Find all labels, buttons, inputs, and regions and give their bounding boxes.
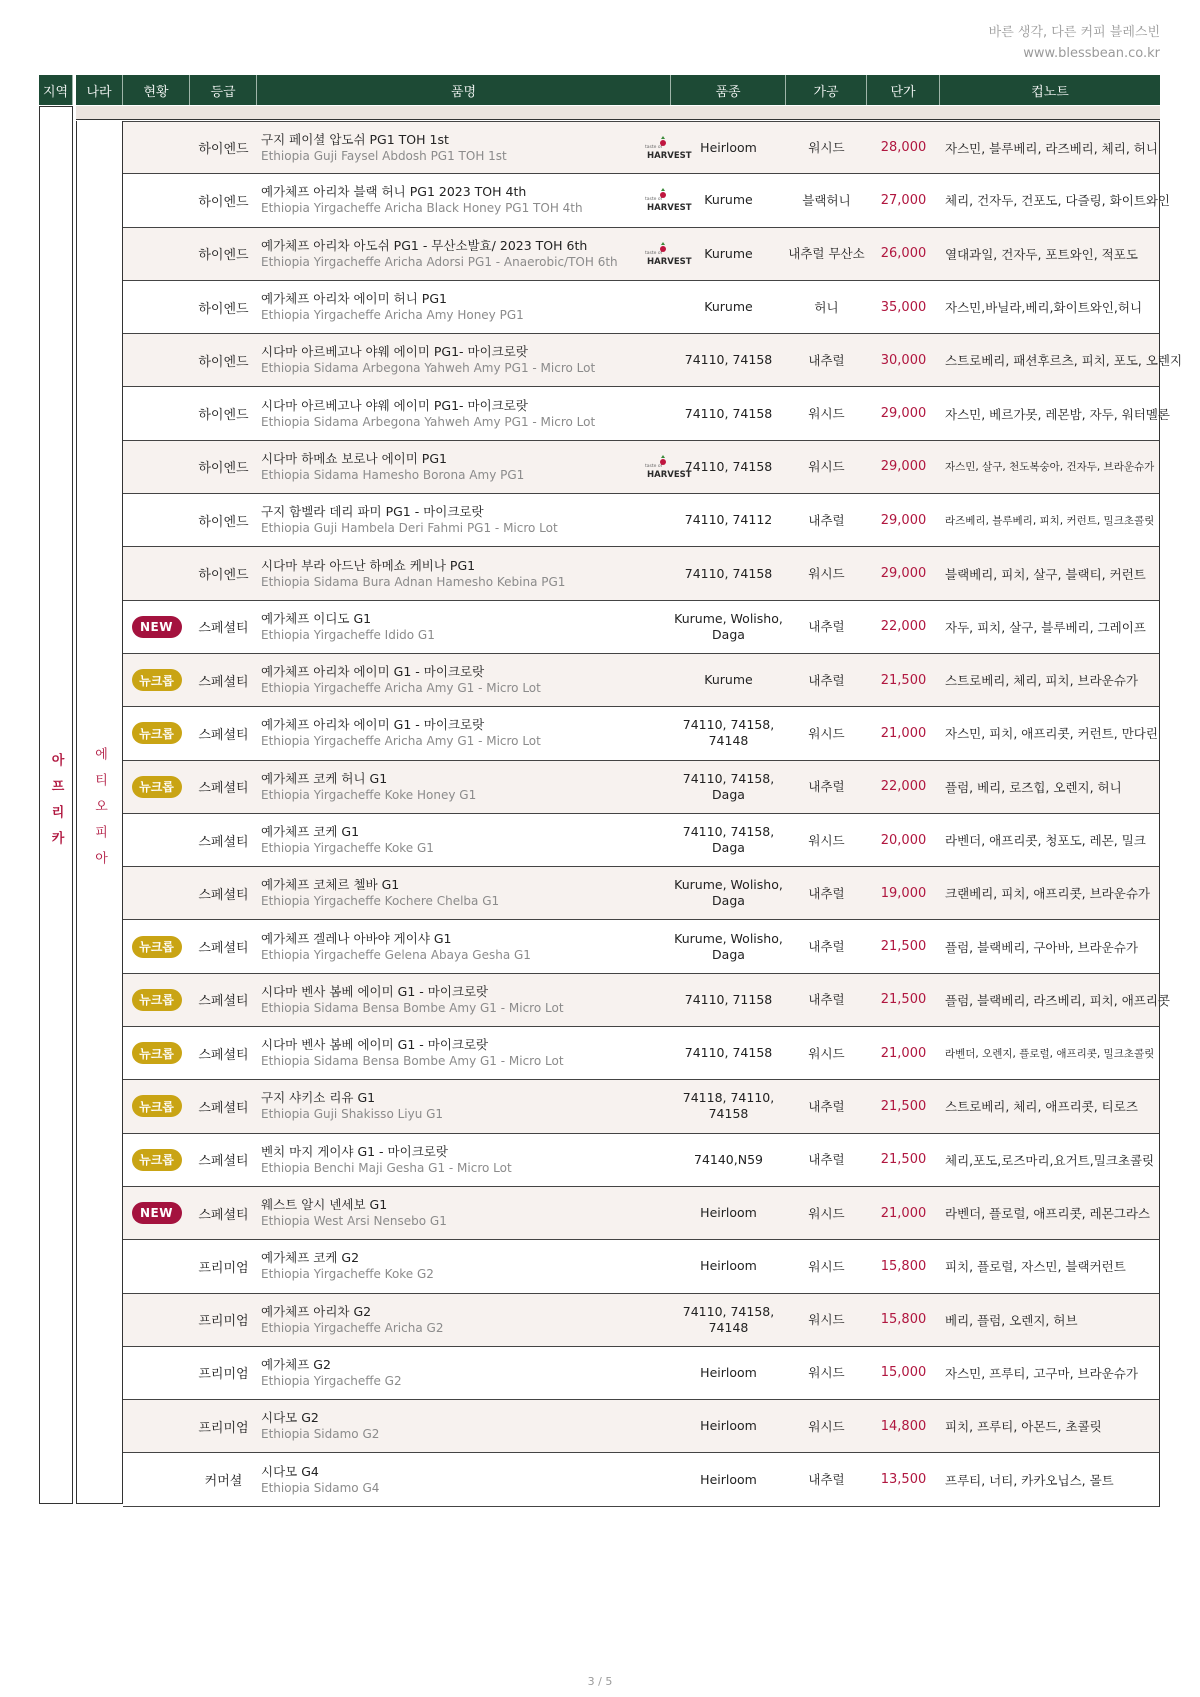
product-name-kr: 예가체프 아리차 아도쉬 PG1 - 무산소발효/ 2023 TOH 6th: [261, 237, 588, 253]
name-cell: [257, 717, 671, 749]
grade-cell: 하이엔드: [198, 514, 249, 530]
price-cell: 21,000: [880, 1205, 927, 1221]
cup-notes-cell: 스트로베리, 패션후르츠, 피치, 포도, 오렌지: [945, 353, 1183, 369]
taste-of-harvest-logo: [643, 242, 692, 270]
product-name-en: Ethiopia Sidamo G4: [261, 1480, 380, 1495]
cup-notes-cell: 열대과일, 건자두, 포트와인, 적포도: [945, 246, 1138, 262]
process-cell: 워시드: [808, 1418, 845, 1434]
product-table: [123, 121, 1183, 1507]
product-name-kr: 예가체프 아리차 G2: [261, 1303, 372, 1319]
price-cell: 19,000: [880, 885, 927, 901]
product-name-en: Ethiopia Yirgacheffe Gelena Abaya Gesha G1: [261, 947, 531, 962]
header-grade: 등급: [190, 75, 257, 105]
header-process: 가공: [786, 75, 867, 105]
product-name-kr: 시다모 G4: [261, 1463, 319, 1479]
table-row[interactable]: [123, 920, 1160, 973]
grade-cell: 하이엔드: [198, 194, 249, 210]
variety-cell: 74110, 74158: [684, 1045, 773, 1061]
new-crop-badge: 뉴크롭: [132, 669, 182, 691]
product-name-kr: 벤치 마지 게이샤 G1 - 마이크로랏: [261, 1143, 448, 1159]
logo-main-text: HARVEST: [647, 256, 692, 267]
grade-cell: 프리미엄: [198, 1367, 249, 1383]
process-cell: 내추럴: [808, 939, 845, 955]
table-row[interactable]: [123, 441, 1160, 494]
product-name-en: Ethiopia Yirgacheffe G2: [261, 1373, 402, 1388]
name-cell: [257, 1197, 671, 1229]
table-row[interactable]: [123, 1453, 1160, 1506]
process-cell: 워시드: [808, 459, 845, 475]
variety-cell: Heirloom: [700, 1364, 757, 1380]
status-cell: [123, 1042, 190, 1064]
product-name-en: Ethiopia Yirgacheffe Aricha G2: [261, 1320, 444, 1335]
product-name-en: Ethiopia West Arsi Nensebo G1: [261, 1214, 447, 1229]
product-name-en: Ethiopia Sidama Bensa Bombe Amy G1 - Micro Lot: [261, 1000, 564, 1015]
product-name-kr: 예가체프 겔레나 아바야 게이샤 G1: [261, 930, 452, 946]
variety-cell: 74110, 74158: [684, 405, 773, 421]
new-crop-badge: 뉴크롭: [132, 722, 182, 744]
cup-notes-cell: 라벤더, 플로럴, 애프리콧, 레몬그라스: [945, 1206, 1150, 1222]
variety-cell: Heirloom: [700, 1471, 757, 1487]
new-crop-badge: 뉴크롭: [132, 1149, 182, 1171]
price-cell: 22,000: [880, 619, 927, 635]
cup-notes-cell: 라벤더, 오렌지, 플로럴, 애프리콧, 밀크초콜릿: [945, 1047, 1155, 1060]
table-row[interactable]: [123, 547, 1160, 600]
process-cell: 워시드: [808, 1045, 845, 1061]
price-cell: 21,500: [880, 939, 927, 955]
product-name-kr: 시다마 아르베고나 야웨 에이미 PG1- 마이크로랏: [261, 344, 528, 360]
header-notes: 컵노트: [1031, 84, 1069, 100]
cup-notes-cell: 블랙베리, 피치, 살구, 블랙티, 커런트: [945, 566, 1146, 582]
table-row[interactable]: [123, 814, 1160, 867]
table-row[interactable]: [123, 121, 1160, 174]
grade-cell: 하이엔드: [198, 354, 249, 370]
process-cell: 워시드: [808, 1258, 845, 1274]
table-row[interactable]: [123, 1347, 1160, 1400]
status-cell: [123, 1202, 190, 1224]
table-row[interactable]: [123, 1080, 1160, 1133]
process-cell: 내추럴 무산소: [788, 246, 865, 262]
grade-cell: 스페셜티: [198, 674, 249, 690]
logo-small-text: taste of: [645, 197, 663, 203]
product-name-en: Ethiopia Yirgacheffe Koke G2: [261, 1267, 434, 1282]
grade-cell: 스페셜티: [198, 834, 249, 850]
price-cell: 21,000: [880, 725, 927, 741]
process-cell: 내추럴: [808, 672, 845, 688]
variety-cell: Kurume: [704, 245, 753, 261]
new-crop-badge: 뉴크롭: [132, 989, 182, 1011]
process-cell: 내추럴: [808, 512, 845, 528]
table-row[interactable]: [123, 334, 1183, 387]
product-name-en: Ethiopia Yirgacheffe Aricha Amy Honey PG1: [261, 308, 524, 323]
name-cell: [257, 1357, 671, 1389]
grade-cell: 스페셜티: [198, 1154, 249, 1170]
name-cell: [257, 1410, 671, 1442]
name-cell: [257, 1250, 671, 1282]
product-name-en: Ethiopia Yirgacheffe Koke Honey G1: [261, 787, 477, 802]
header-name: 품명: [257, 75, 671, 105]
cup-notes-cell: 라벤더, 애프리콧, 청포도, 레몬, 밀크: [945, 833, 1146, 848]
status-cell: [123, 776, 190, 798]
name-cell: [257, 984, 671, 1016]
process-cell: 내추럴: [808, 992, 845, 1008]
variety-cell: 74110, 74158, Daga: [682, 824, 775, 855]
price-cell: 21,500: [880, 1152, 927, 1168]
product-name-kr: 시다모 G2: [261, 1410, 319, 1426]
price-cell: 28,000: [880, 140, 927, 156]
price-cell: 30,000: [880, 352, 927, 368]
status-cell: [123, 989, 190, 1011]
variety-cell: Kurume, Wolisho, Daga: [674, 877, 783, 909]
page-indicator: 3 / 5: [587, 1675, 613, 1688]
process-cell: 워시드: [808, 566, 845, 582]
name-cell: [257, 1037, 671, 1069]
process-cell: 워시드: [808, 1365, 845, 1381]
grade-cell: 스페셜티: [198, 887, 249, 903]
name-cell: [257, 184, 671, 216]
status-cell: [123, 936, 190, 958]
name-cell: [257, 1090, 671, 1122]
name-cell: [257, 771, 671, 803]
price-cell: 14,800: [880, 1418, 927, 1434]
table-row[interactable]: [123, 601, 1160, 654]
name-cell: [257, 398, 671, 430]
grade-cell: 하이엔드: [198, 568, 249, 584]
table-row[interactable]: [123, 228, 1160, 281]
product-name-en: Ethiopia Yirgacheffe Idido G1: [261, 627, 435, 642]
product-name-en: Ethiopia Benchi Maji Gesha G1 - Micro Lot: [261, 1160, 512, 1175]
price-cell: 27,000: [880, 192, 927, 208]
process-cell: 내추럴: [808, 352, 845, 368]
table-row[interactable]: [123, 1294, 1160, 1347]
logo-small-text: taste of: [645, 250, 663, 256]
logo-main-text: HARVEST: [647, 151, 692, 161]
variety-cell: Heirloom: [700, 1258, 757, 1274]
status-cell: [123, 722, 190, 744]
brand-slogan: 바른 생각, 다른 커피 블레스빈: [988, 25, 1160, 40]
cup-notes-cell: 플럼, 블랙베리, 구아바, 브라운슈가: [945, 939, 1138, 955]
grade-cell: 하이엔드: [198, 142, 249, 158]
logo-small-text: taste of: [645, 463, 663, 469]
product-name-kr: 예가체프 아리차 에이미 G1 - 마이크로랏: [261, 664, 485, 680]
product-name-en: Ethiopia Guji Faysel Abdosh PG1 TOH 1st: [261, 148, 507, 163]
grade-cell: 스페셜티: [198, 1047, 249, 1063]
brand-block: [989, 22, 1160, 64]
price-cell: 26,000: [880, 246, 927, 262]
product-name-kr: 예가체프 아리차 에이미 허니 PG1: [261, 291, 447, 307]
name-cell: [257, 558, 671, 590]
status-cell: [123, 1149, 190, 1171]
product-name-en: Ethiopia Yirgacheffe Aricha Adorsi PG1 - Anaerobic/TOH 6th: [261, 254, 618, 269]
cup-notes-cell: 자스민, 피치, 애프리콧, 커런트, 만다린: [945, 726, 1158, 742]
new-badge: NEW: [132, 616, 182, 638]
grade-cell: 스페셜티: [198, 727, 249, 743]
name-cell: [257, 1144, 671, 1176]
price-cell: 21,500: [880, 672, 927, 688]
variety-cell: 74110, 74112: [684, 512, 773, 528]
variety-cell: 74110, 71158: [684, 991, 773, 1007]
variety-cell: Kurume, Wolisho, Daga: [674, 610, 783, 642]
table-header: [39, 75, 1160, 105]
name-cell: [257, 877, 671, 909]
section-band: [76, 106, 1160, 120]
product-name-kr: 예가체프 아리차 블랙 허니 PG1 2023 TOH 4th: [261, 184, 527, 200]
process-cell: 내추럴: [808, 1472, 845, 1488]
product-name-kr: 시다마 하메쇼 보로나 에이미 PG1: [261, 450, 447, 466]
grade-cell: 프리미엄: [198, 1260, 249, 1276]
new-crop-badge: 뉴크롭: [132, 1095, 182, 1117]
product-name-kr: 예가체프 코체르 첼바 G1: [261, 877, 400, 893]
table-row[interactable]: [123, 974, 1170, 1027]
status-cell: [123, 669, 190, 691]
process-cell: 허니: [814, 299, 839, 315]
cup-notes-cell: 라즈베리, 블루베리, 피치, 커런트, 밀크초콜릿: [945, 514, 1155, 527]
table-row[interactable]: [123, 1027, 1160, 1080]
grade-cell: 하이엔드: [198, 248, 249, 264]
name-cell: [257, 132, 671, 164]
price-cell: 15,000: [880, 1365, 927, 1381]
table-row[interactable]: [123, 1187, 1160, 1240]
process-cell: 워시드: [808, 725, 845, 741]
variety-cell: 74110, 74158, 74148: [682, 717, 775, 749]
price-cell: 29,000: [880, 459, 927, 475]
logo-small-text: taste of: [645, 145, 663, 150]
cup-notes-cell: 자스민, 살구, 천도복숭아, 건자두, 브라운슈가: [945, 461, 1155, 474]
cup-notes-cell: 스트로베리, 체리, 피치, 브라운슈가: [945, 673, 1138, 689]
name-cell: [257, 451, 671, 483]
region-cell: [39, 106, 73, 1504]
variety-cell: Heirloom: [700, 139, 757, 155]
grade-cell: 스페셜티: [198, 941, 249, 957]
product-name-kr: 시다마 아르베고나 야웨 에이미 PG1- 마이크로랏: [261, 397, 528, 413]
cup-notes-cell: 피치, 플로럴, 자스민, 블랙커런트: [945, 1259, 1126, 1275]
new-crop-badge: 뉴크롭: [132, 936, 182, 958]
taste-of-harvest-logo: [643, 188, 692, 216]
grade-cell: 스페셜티: [198, 781, 249, 797]
header-price: 단가: [867, 75, 940, 105]
status-cell: [123, 1095, 190, 1117]
grade-cell: 하이엔드: [198, 408, 249, 424]
product-name-en: Ethiopia Yirgacheffe Kochere Chelba G1: [261, 894, 500, 909]
product-name-kr: 시다마 벤사 봄베 에이미 G1 - 마이크로랏: [261, 983, 489, 999]
price-cell: 29,000: [880, 566, 927, 582]
product-name-en: Ethiopia Yirgacheffe Aricha Black Honey PG1 TOH 4th: [261, 201, 583, 216]
name-cell: [257, 931, 671, 963]
table-row[interactable]: [123, 1134, 1160, 1187]
cup-notes-cell: 자스민, 프루티, 고구마, 브라운슈가: [945, 1365, 1138, 1381]
product-name-en: Ethiopia Guji Shakisso Liyu G1: [261, 1107, 444, 1122]
product-name-kr: 예가체프 G2: [261, 1356, 331, 1372]
process-cell: 내추럴: [808, 779, 845, 795]
variety-cell: 74110, 74158, 74148: [682, 1303, 775, 1335]
table-row[interactable]: [123, 1400, 1160, 1453]
product-name-kr: 웨스트 알시 넨세보 G1: [261, 1197, 388, 1213]
product-name-en: Ethiopia Yirgacheffe Aricha Amy G1 - Micro Lot: [261, 734, 541, 749]
variety-cell: 74140,N59: [694, 1151, 763, 1167]
process-cell: 내추럴: [808, 1152, 845, 1168]
cup-notes-cell: 스트로베리, 체리, 애프리콧, 티로즈: [945, 1099, 1138, 1115]
table-row[interactable]: [123, 867, 1160, 920]
variety-cell: 74110, 74158: [684, 458, 773, 474]
price-cell: 29,000: [880, 406, 927, 422]
process-cell: 블랙허니: [802, 192, 851, 208]
price-cell: 29,000: [880, 512, 927, 528]
cup-notes-cell: 베리, 플럼, 오렌지, 허브: [945, 1312, 1078, 1328]
table-row[interactable]: [123, 494, 1160, 547]
grade-cell: 스페셜티: [198, 1100, 249, 1116]
product-name-kr: 예가체프 코케 G2: [261, 1250, 360, 1266]
price-cell: 13,500: [880, 1472, 927, 1488]
table-row[interactable]: [123, 174, 1170, 227]
price-cell: 20,000: [880, 832, 927, 848]
product-name-en: Ethiopia Sidama Hamesho Borona Amy PG1: [261, 467, 525, 482]
cup-notes-cell: 프루티, 너티, 카카오닙스, 몰트: [945, 1472, 1114, 1488]
name-cell: [257, 504, 671, 536]
country-cell: [76, 121, 123, 1504]
grade-cell: 커머셜: [204, 1474, 243, 1490]
variety-cell: Heirloom: [700, 1205, 757, 1221]
price-cell: 22,000: [880, 779, 927, 795]
name-cell: [257, 824, 671, 856]
cup-notes-cell: 크랜베리, 피치, 애프리콧, 브라운슈가: [945, 886, 1150, 902]
cup-notes-cell: 체리, 건자두, 건포도, 다즐링, 화이트와인: [945, 193, 1170, 209]
process-cell: 워시드: [808, 406, 845, 422]
cup-notes-cell: 자두, 피치, 살구, 블루베리, 그레이프: [945, 619, 1146, 635]
grade-cell: 하이엔드: [198, 461, 249, 477]
process-cell: 내추럴: [808, 1098, 845, 1114]
product-name-kr: 예가체프 코케 G1: [261, 824, 360, 839]
product-name-en: Ethiopia Guji Hambela Deri Fahmi PG1 - Micro Lot: [261, 521, 558, 536]
variety-cell: 74110, 74158: [684, 565, 773, 581]
cup-notes-cell: 자스민, 베르가못, 레몬밤, 자두, 워터멜론: [945, 406, 1170, 422]
table-row[interactable]: [123, 1240, 1160, 1293]
product-name-kr: 예가체프 이디도 G1: [261, 610, 372, 626]
variety-cell: Kurume, Wolisho, Daga: [674, 930, 783, 962]
product-name-kr: 시다마 벤사 봄베 에이미 G1 - 마이크로랏: [261, 1037, 489, 1053]
variety-cell: Kurume: [704, 672, 753, 688]
product-name-en: Ethiopia Yirgacheffe Koke G1: [261, 841, 434, 855]
table-row[interactable]: [123, 761, 1160, 814]
process-cell: 워시드: [808, 832, 845, 848]
header-country: 나라: [76, 75, 123, 105]
variety-cell: Kurume: [704, 299, 753, 315]
product-name-en: Ethiopia Yirgacheffe Aricha Amy G1 - Micro Lot: [261, 681, 541, 696]
taste-of-harvest-logo: [643, 136, 692, 164]
product-name-en: Ethiopia Sidama Bensa Bombe Amy G1 - Micro Lot: [261, 1054, 564, 1069]
table-row[interactable]: [123, 387, 1170, 440]
grade-cell: 스페셜티: [198, 621, 249, 637]
price-cell: 21,500: [880, 992, 927, 1008]
name-cell: [257, 291, 671, 323]
product-name-kr: 구지 함벨라 데리 파미 PG1 - 마이크로랏: [261, 504, 484, 520]
new-crop-badge: 뉴크롭: [132, 1042, 182, 1064]
new-crop-badge: 뉴크롭: [132, 776, 182, 798]
variety-cell: 74118, 74110, 74158: [682, 1090, 775, 1122]
product-name-en: Ethiopia Sidamo G2: [261, 1427, 380, 1442]
name-cell: [257, 664, 671, 696]
logo-main-text: HARVEST: [647, 469, 692, 480]
grade-cell: 프리미엄: [198, 1314, 249, 1330]
product-name-en: Ethiopia Sidama Bura Adnan Hamesho Kebina PG1: [261, 574, 566, 589]
product-name-kr: 시다마 부라 아드난 하메쇼 케비나 PG1: [261, 557, 476, 573]
taste-of-harvest-logo: [643, 455, 692, 483]
process-cell: 내추럴: [808, 885, 845, 901]
product-name-kr: 예가체프 아리차 에이미 G1 - 마이크로랏: [261, 717, 485, 733]
process-cell: 내추럴: [808, 619, 845, 635]
header-variety: 품종: [671, 75, 786, 105]
process-cell: 워시드: [808, 1205, 845, 1221]
logo-main-text: HARVEST: [647, 203, 692, 214]
status-cell: [123, 616, 190, 638]
header-region: 지역: [39, 75, 73, 105]
variety-cell: Heirloom: [700, 1418, 757, 1434]
grade-cell: 프리미엄: [198, 1420, 249, 1436]
grade-cell: 스페셜티: [198, 1207, 249, 1223]
product-name-kr: 구지 페이셜 압도쉬 PG1 TOH 1st: [261, 131, 449, 147]
country-label: 에티오피아: [92, 747, 107, 877]
variety-cell: 74110, 74158, Daga: [682, 770, 775, 802]
product-name-en: Ethiopia Sidama Arbegona Yahweh Amy PG1 - Micro Lot: [261, 414, 596, 429]
product-name-en: Ethiopia Sidama Arbegona Yahweh Amy PG1 - Micro Lot: [261, 361, 596, 376]
price-cell: 21,000: [880, 1045, 927, 1061]
cup-notes-cell: 플럼, 블랙베리, 라즈베리, 피치, 애프리콧: [945, 992, 1170, 1008]
name-cell: [257, 1304, 671, 1336]
table-row[interactable]: [123, 707, 1160, 760]
price-cell: 15,800: [880, 1312, 927, 1328]
brand-url[interactable]: www.blessbean.co.kr: [1023, 46, 1160, 61]
process-cell: 워시드: [808, 140, 845, 156]
grade-cell: 스페셜티: [198, 994, 249, 1010]
name-cell: [257, 344, 671, 376]
name-cell: [257, 1464, 671, 1496]
price-cell: 15,800: [880, 1258, 927, 1274]
variety-cell: Kurume: [704, 192, 753, 208]
table-row[interactable]: [123, 654, 1160, 707]
variety-cell: 74110, 74158: [684, 352, 773, 368]
cup-notes-cell: 플럼, 베리, 로즈힙, 오렌지, 허니: [945, 779, 1122, 795]
name-cell: [257, 238, 671, 270]
table-row[interactable]: [123, 281, 1160, 334]
price-cell: 35,000: [880, 299, 927, 315]
process-cell: 워시드: [808, 1312, 845, 1328]
cup-notes-cell: 피치, 프루티, 아몬드, 초콜릿: [945, 1419, 1102, 1435]
header-status: 현황: [123, 75, 190, 105]
grade-cell: 하이엔드: [198, 301, 249, 317]
cup-notes-cell: 체리,포도,로즈마리,요거트,밀크초콜릿: [945, 1152, 1155, 1168]
new-badge: NEW: [132, 1202, 182, 1224]
product-name-kr: 예가체프 코케 허니 G1: [261, 770, 388, 786]
product-name-kr: 구지 샤키소 리유 G1: [261, 1090, 376, 1106]
name-cell: [257, 611, 671, 643]
price-cell: 21,500: [880, 1098, 927, 1114]
cup-notes-cell: 자스민,바닐라,베리,화이트와인,허니: [945, 300, 1143, 316]
cup-notes-cell: 자스민, 블루베리, 라즈베리, 체리, 허니: [945, 140, 1158, 156]
region-label: 아프리카: [48, 753, 64, 857]
